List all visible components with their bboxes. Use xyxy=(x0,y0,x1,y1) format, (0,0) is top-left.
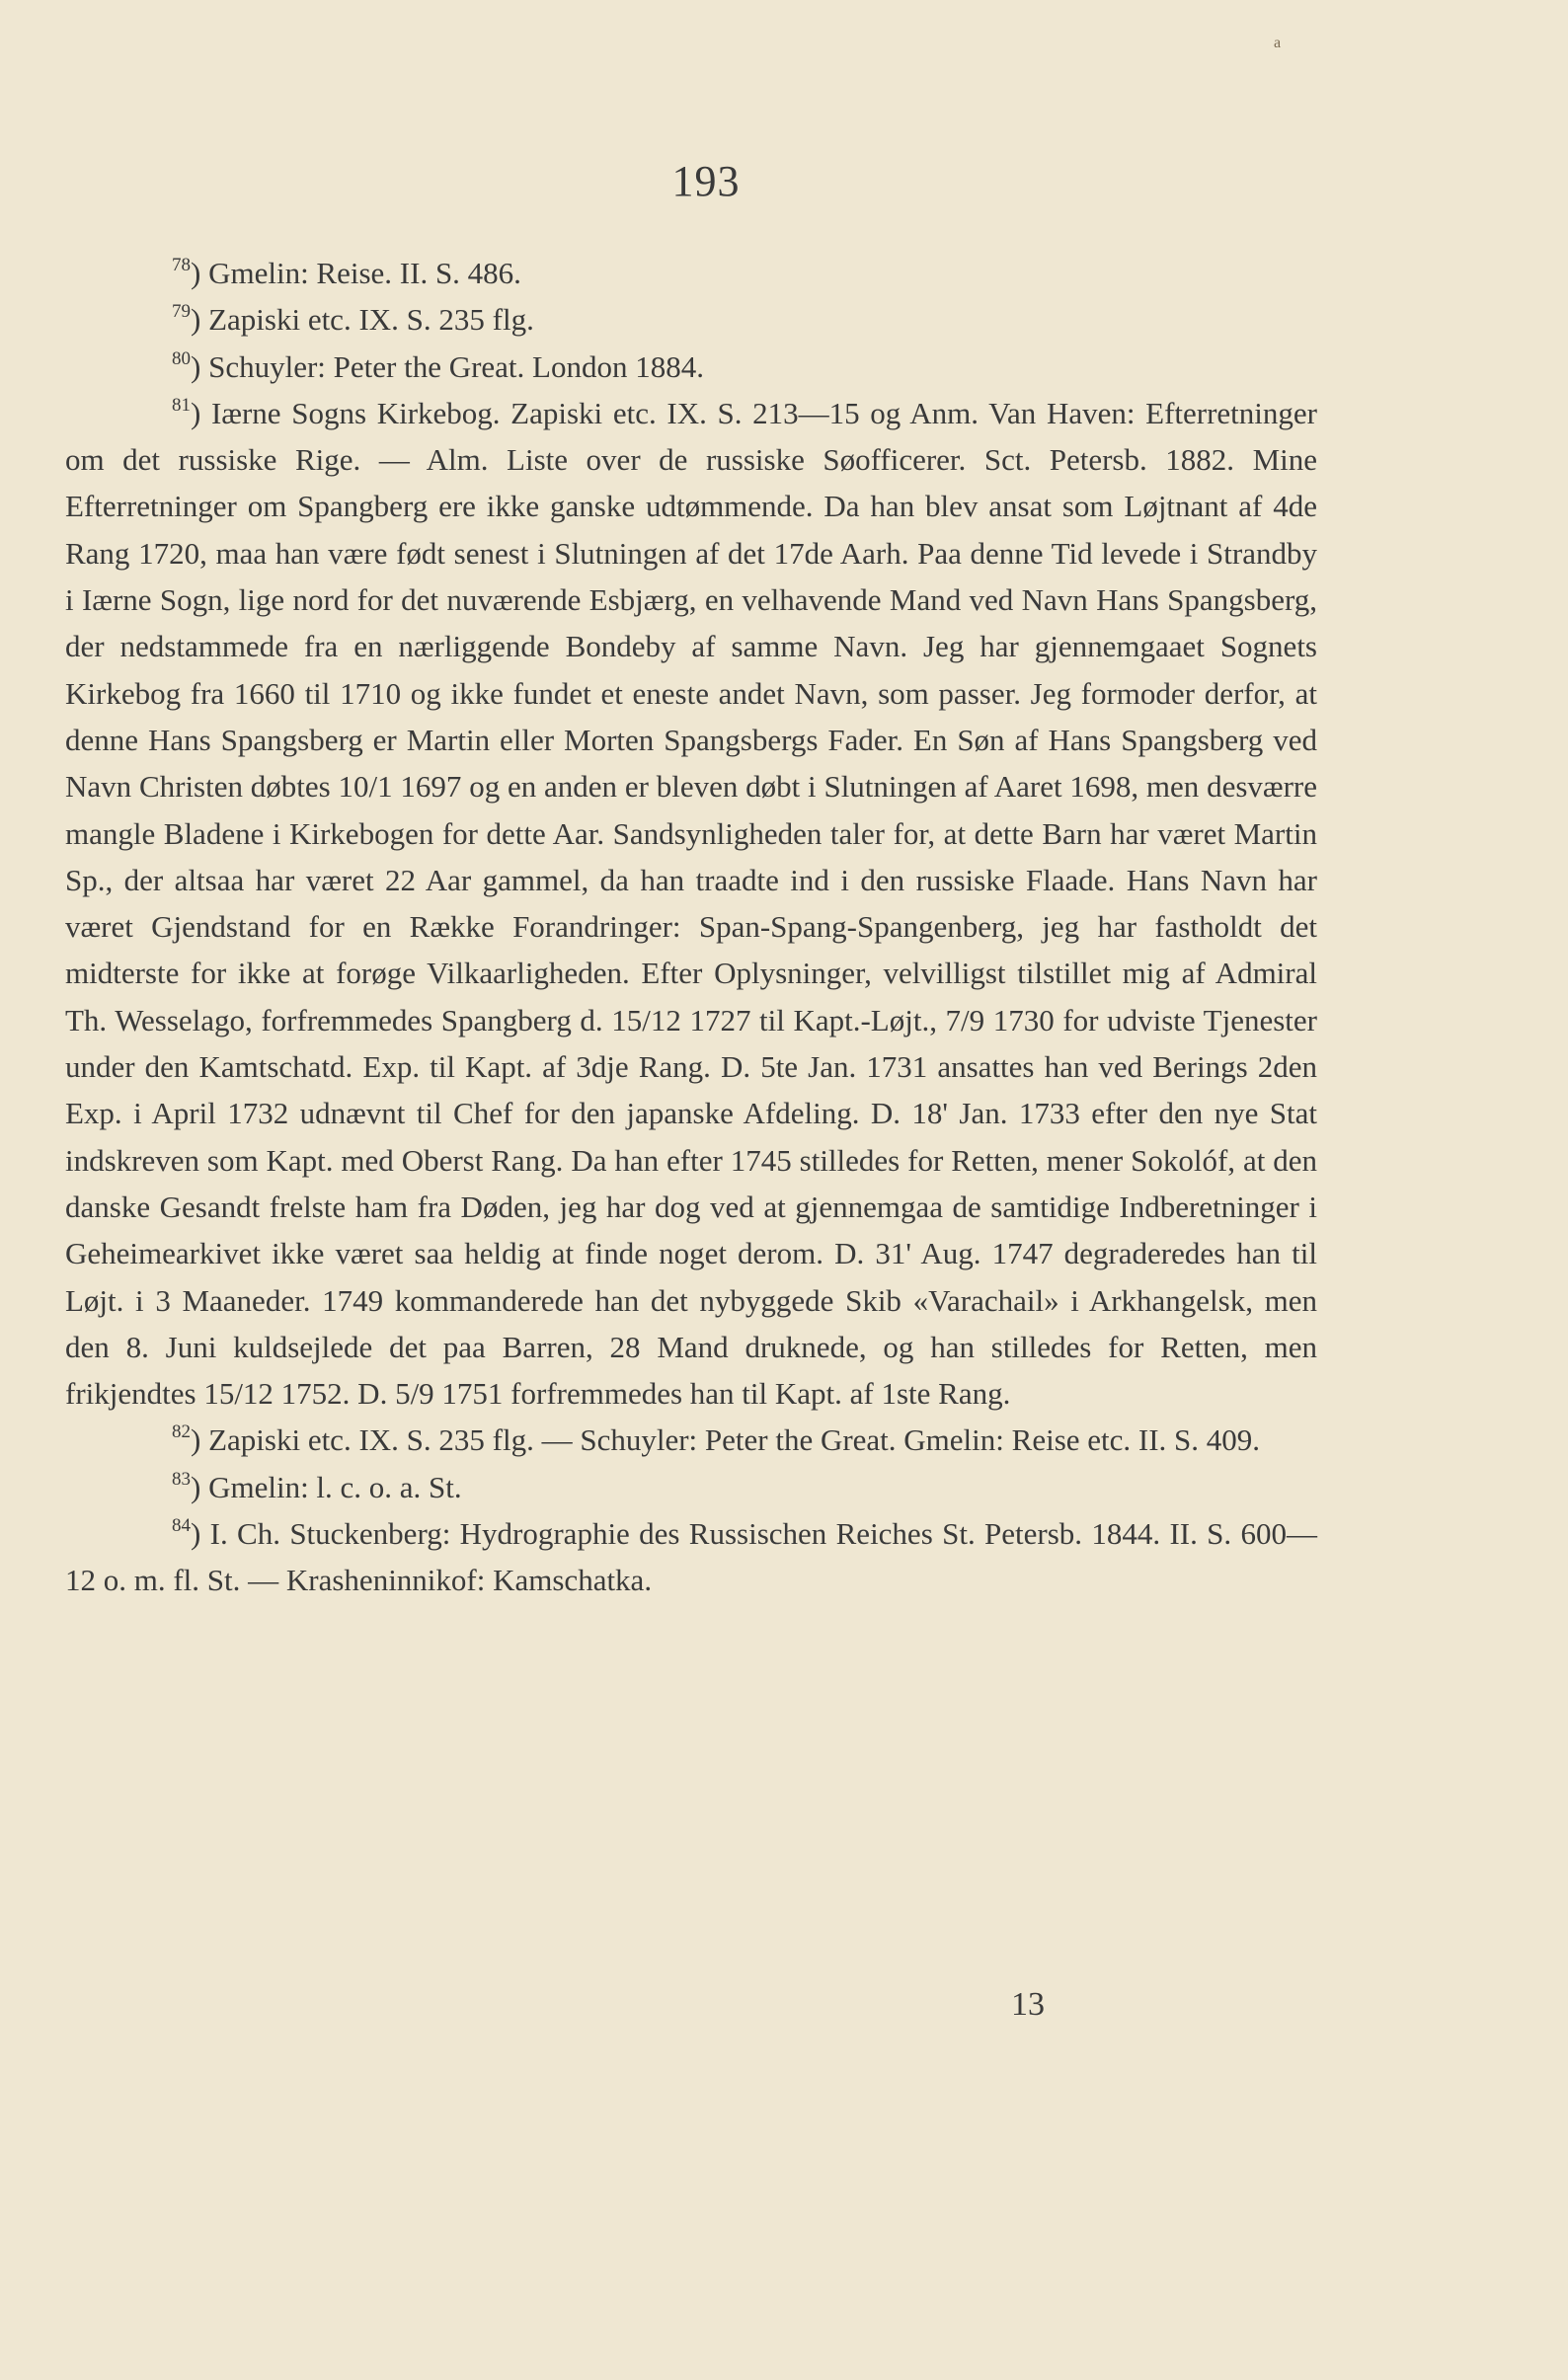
footnote-number: 83 xyxy=(172,1468,191,1490)
signature-mark: 13 xyxy=(1011,1986,1045,2023)
footnote-text: Gmelin: Reise. II. S. 486. xyxy=(208,256,521,290)
footnote-80: $^{80}$) Schuyler: Peter the Great. London 1884. xyxy=(172,347,704,384)
footnote-79: $^{79}$) Zapiski etc. IX. S. 235 flg. xyxy=(172,301,534,338)
footnote-number: 82 xyxy=(172,1421,191,1443)
footnotes-block xyxy=(65,250,1317,1604)
footnote-number: 78 xyxy=(172,255,191,275)
footnote-text: Zapiski etc. IX. S. 235 flg. xyxy=(208,302,534,338)
footnote-text: I. Ch. Stuckenberg: Hydrographie des Russischen Reiches St. Petersb. 1844. II. S. 600—12 o. m. fl. St. — Krasheninnikof: Kamschatka. xyxy=(65,1516,1317,1598)
footnote-number: 80 xyxy=(172,347,191,369)
footnote-number: 79 xyxy=(172,301,191,323)
page-number: 193 xyxy=(671,157,741,205)
footnote-text: Gmelin: l. c. o. a. St. xyxy=(208,1469,462,1504)
footnote-78: $^{78}$) Gmelin: Reise. II. S. 486. xyxy=(172,255,521,290)
footnote-text: Schuyler: Peter the Great. London 1884. xyxy=(208,348,704,384)
footnote-text: Zapiski etc. IX. S. 235 flg. — Schuyler: Peter the Great. Gmelin: Reise etc. II. S. 409. xyxy=(208,1422,1261,1458)
corner-mark: a xyxy=(1274,35,1282,51)
footnote-82: $^{82}$) Zapiski etc. IX. S. 235 flg. — Schuyler: Peter the Great. Gmelin: Reise etc. II. S. 409. xyxy=(172,1421,1261,1458)
footnote-text: Iærne Sogns Kirkebog. Zapiski etc. IX. S. 213—15 og Anm. Van Haven: Efterretninger om det russiske Rige. — Alm. Liste over de russiske Søofficerer. Sct. Petersb. 1882. Mine Efterretninger om Spangberg ere ikke ganske udtømmende. Da han blev ansat som Løjtnant af 4de Rang 1720, maa han være født senest i Slutningen af det 17de Aarh. Paa denne Tid levede i Strandby i Iærne Sogn, lige nord for det nuværende Esbjærg, en velhavende Mand ved Navn Hans Spangsberg, der nedstammede fra en nærliggende Bondeby af samme Navn. Jeg har gjennemgaaet Sognets Kirkebog fra 1660 til 1710 og ikke fundet et eneste andet Navn, som passer. Jeg formoder derfor, at denne Hans Spangsberg er Martin eller Morten Spangsbergs Fader. En Søn af Hans Spangsberg ved Navn Christen døbtes 10/1 1697 og en anden er bleven døbt i Slutningen af Aaret 1698, men desværre mangle Bladene i Kirkebogen for dette Aar. Sandsynligheden taler for, at dette Barn har været Martin Sp., der altsaa har været 22 Aar gammel, da han traadte ind i den russiske Flaade. Hans Navn har været Gjendstand for en Række Forandringer: Span-Spang-Spangenberg, jeg har fastholdt det midterste for ikke at forøge Vilkaarligheden. Efter Oplysninger, velvilligst tilstillet mig af Admiral Th. Wesselago, forfremmedes Spangberg d. 15/12 1727 til Kapt.-Løjt., 7/9 1730 for udviste Tjenester under den Kamtschatd. Exp. til Kapt. af 3dje Rang. D. 5te Jan. 1731 ansattes han ved Berings 2den Exp. i April 1732 udnævnt til Chef for den japanske Afdeling. D. 18' Jan. 1733 efter den nye Stat indskreven som Kapt. med Oberst Rang. Da han efter 1745 stilledes for Retten, mener Sokolóf, at den danske Gesandt frelste ham fra Døden, jeg har dog ved at gjennemgaa de samtidige Indberetninger i Geheimearkivet ikke været saa heldig at finde noget derom. D. 31' Aug. 1747 degraderedes han til Løjt. i 3 Maaneder. 1749 kommanderede han det nybyggede Skib «Varachail» i Arkhangelsk, men den 8. Juni kuldsejlede det paa Barren, 28 Mand druknede, og han stilledes for Retten, men frikjendtes 15/12 1752. D. 5/9 1751 forfremmedes han til Kapt. af 1ste Rang. xyxy=(65,395,1317,1412)
footnote-81: $^{81}$) Iærne Sogns Kirkebog. Zapiski etc. IX. S. 213—15 og Anm. Van Haven: Efterretninger om det russiske Rige. — Alm. Liste over de russiske Søofficerer. Sct. Petersb. 1882. Mine Efterretninger om Spangberg ere ikke ganske udtømmende. Da han blev ansat som Løjtnant af 4de Rang 1720, maa han være født senest i Slutningen af det 17de Aarh. Paa denne Tid levede i Strandby i Iærne Sogn, lige nord for det nuværende Esbjærg, en velhavende Mand ved Navn Hans Spangsberg, der nedstammede fra en nærliggende Bondeby af samme Navn. Jeg har gjennemgaaet Sognets Kirkebog fra 1660 til 1710 og ikke fundet et eneste andet Navn, som passer. Jeg formoder derfor, at denne Hans Spangsberg er Martin eller Morten Spangsbergs Fader. En Søn af Hans Spangsberg ved Navn Christen døbtes 10/1 1697 og en anden er bleven døbt i Slutningen af Aaret 1698, men desværre mangle Bladene i Kirkebogen for dette Aar. Sandsynligheden taler for, at dette Barn har været Martin Sp., der altsaa har været 22 Aar gammel, da han traadte ind i den russiske Flaade. Hans Navn har været Gjendstand for en Række Forandringer: Span-Spang-Spangenberg, jeg har fastholdt det midterste for ikke at forøge Vilkaarligheden. Efter Oplysninger, velvilligst tilstillet mig af Admiral Th. Wesselago, forfremmedes Spangberg d. 15/12 1727 til Kapt.-Løjt., 7/9 1730 for udviste Tjenester under den Kamtschatd. Exp. til Kapt. af 3dje Rang. D. 5te Jan. 1731 ansattes han ved Berings 2den Exp. i April 1732 udnævnt til Chef for den japanske Afdeling. D. 18' Jan. 1733 efter den nye Stat indskreven som Kapt. med Oberst Rang. Da han efter 1745 stilledes for Retten, mener Sokolóf, at den danske Gesandt frelste ham fra Døden, jeg har dog ved at gjennemgaa de samtidige Indberetninger i Geheimearkivet ikke været saa heldig at finde noget derom. D. 31' Aug. 1747 degraderedes han til Løjt. i 3 Maaneder. 1749 kommanderede han det nybyggede Skib «Varachail» i Arkhangelsk, men den 8. Juni kuldsejlede det paa Barren, 28 Mand druknede, og han stilledes for Retten, men frikjendtes 15/12 1752. D. 5/9 1751 forfremmedes han til Kapt. af 1ste Rang. xyxy=(65,394,1317,1412)
footnote-83: $^{83}$) Gmelin: l. c. o. a. St. xyxy=(172,1468,462,1504)
footnote-number: 81 xyxy=(172,394,191,416)
footnote-number: 84 xyxy=(172,1515,191,1537)
footnote-84: $^{84}$) I. Ch. Stuckenberg: Hydrographie des Russischen Reiches St. Petersb. 1844. II. S. 600—12 o. m. fl. St. — Krasheninnikof: Kamschatka. xyxy=(65,1515,1317,1598)
